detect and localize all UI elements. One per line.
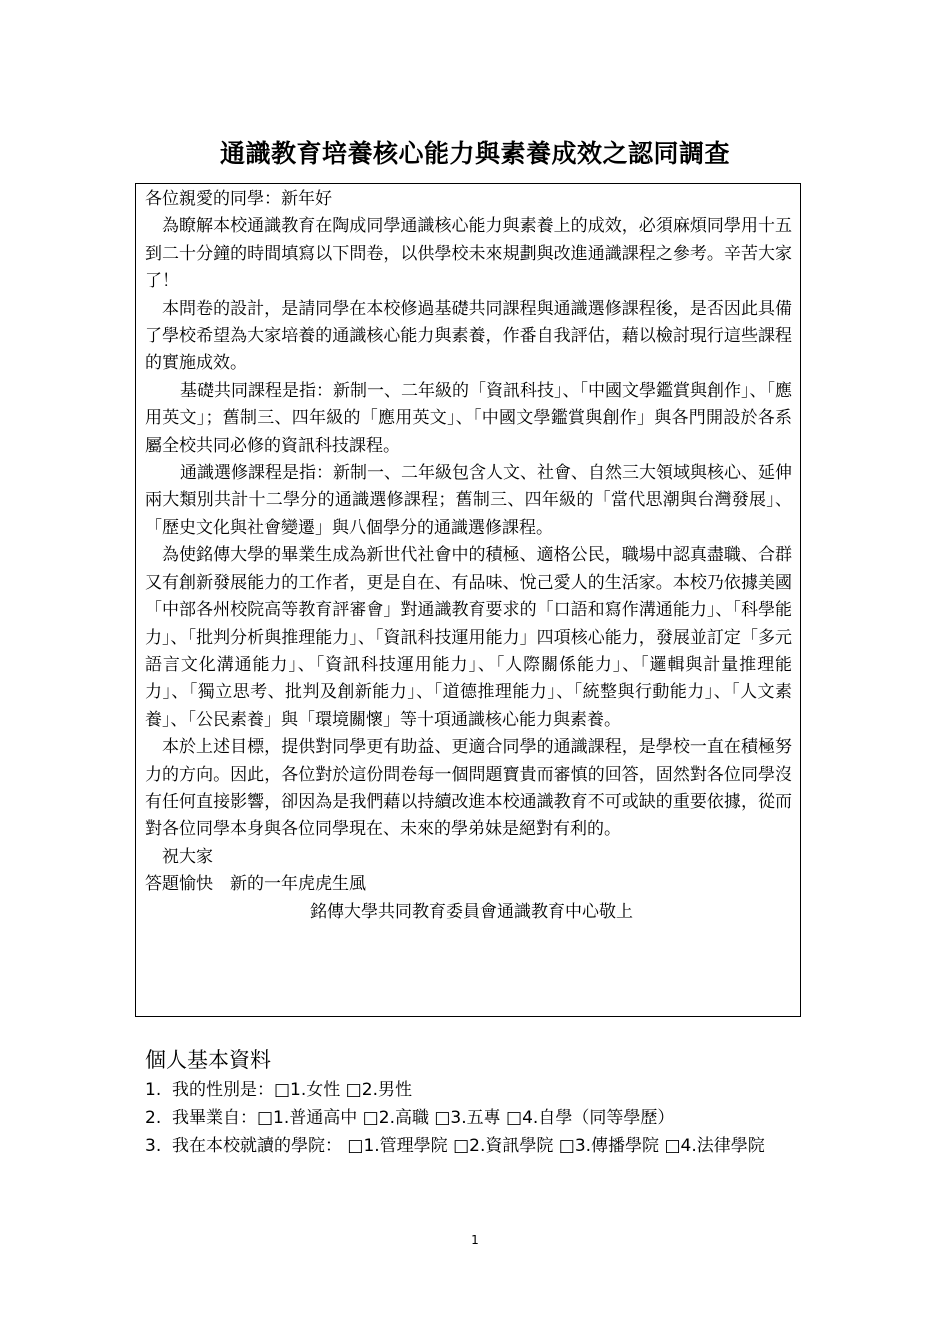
question-number: 1. <box>145 1080 162 1100</box>
question-graduated-from <box>145 1104 805 1132</box>
letter-paragraph-basic-courses: 基礎共同課程是指：新制一、二年級的「資訊科技」、「中國文學鑑賞與創作」、「應用英文」；舊制三、四年級的「應用英文」、「中國文學鑑賞與創作」與各門開設於各系屬全校共同必修的資訊科技課程。 <box>145 380 792 456</box>
personal-info-questions <box>145 1076 805 1160</box>
letter-paragraph-elective-courses: 通識選修課程是指：新制一、二年級包含人文、社會、自然三大領域與核心、延伸兩大類別共計十二學分的通識選修課程；舊制三、四年級的「當代思潮與台灣發展」、「歷史文化與社會變遷」與八個學分的通識選修課程。 <box>145 463 792 538</box>
question-text[interactable]: 我畢業自：□1.普通高中 □2.高職 □3.五專 □4.自學（同等學歷） <box>172 1108 675 1128</box>
letter-closing-greeting: 答題愉快 新的一年虎虎生風 <box>145 874 366 895</box>
letter-paragraph-goal: 本於上述目標，提供對同學更有助益、更適合同學的通識課程，是學校一直在積極努力的方向。因此，各位對於這份問卷每一個問題寶貴而審慎的回答，固然對各位同學沒有任何直接影響，卻因為是我們藉以持續改進本校通識教育不可或缺的重要依據，從而對各位同學本身與各位同學現在、未來的學弟妹是絕對有利的。 <box>145 737 792 840</box>
personal-info-heading: 個人基本資料 <box>145 1048 271 1072</box>
page-number: 1 <box>471 1233 479 1247</box>
question-college <box>145 1132 805 1160</box>
letter-paragraph-core-abilities: 為使銘傳大學的畢業生成為新世代社會中的積極、適格公民，職場中認真盡職、合群又有創新發展能力的工作者，更是自在、有品味、悅己愛人的生活家。本校乃依據美國「中部各州校院高等教育評審會」對通識教育要求的「口語和寫作溝通能力」、「科學能力」、「批判分析與推理能力」、「資訊科技運用能力」四項核心能力，發展並訂定「多元語言文化溝通能力」、「資訊科技運用能力」、「人際關係能力」、「邏輯與計量推理能力」、「獨立思考、批判及創新能力」、「道德推理能力」、「統整與行動能力」、「人文素養」、「公民素養」與「環境關懷」等十項通識核心能力與素養。 <box>145 545 792 730</box>
document-title: 通識教育培養核心能力與素養成效之認同調查 <box>219 139 730 168</box>
question-number: 3. <box>145 1136 162 1156</box>
question-gender <box>145 1076 805 1104</box>
letter-paragraph-purpose: 為瞭解本校通識教育在陶成同學通識核心能力與素養上的成效，必須麻煩同學用十五到二十分鐘的時間填寫以下問卷，以供學校未來規劃與改進通識課程之參考。辛苦大家了！ <box>145 216 792 292</box>
letter-paragraph-design: 本問卷的設計，是請同學在本校修過基礎共同課程與通識選修課程後，是否因此具備了學校希望為大家培養的通識核心能力與素養，作番自我評估，藉以檢討現行這些課程的實施成效。 <box>145 298 792 374</box>
letter-closing-wish: 祝大家 <box>162 846 213 867</box>
question-text[interactable]: 我的性別是：□1.女性 □2.男性 <box>172 1080 412 1100</box>
intro-letter-box <box>135 183 801 1017</box>
question-text[interactable]: 我在本校就讀的學院： □1.管理學院 □2.資訊學院 □3.傳播學院 □4.法律學院 <box>172 1136 765 1156</box>
letter-greeting: 各位親愛的同學：新年好 <box>145 189 332 209</box>
letter-signature: 銘傳大學共同教育委員會通識教育中心敬上 <box>310 901 633 922</box>
question-number: 2. <box>145 1108 162 1128</box>
